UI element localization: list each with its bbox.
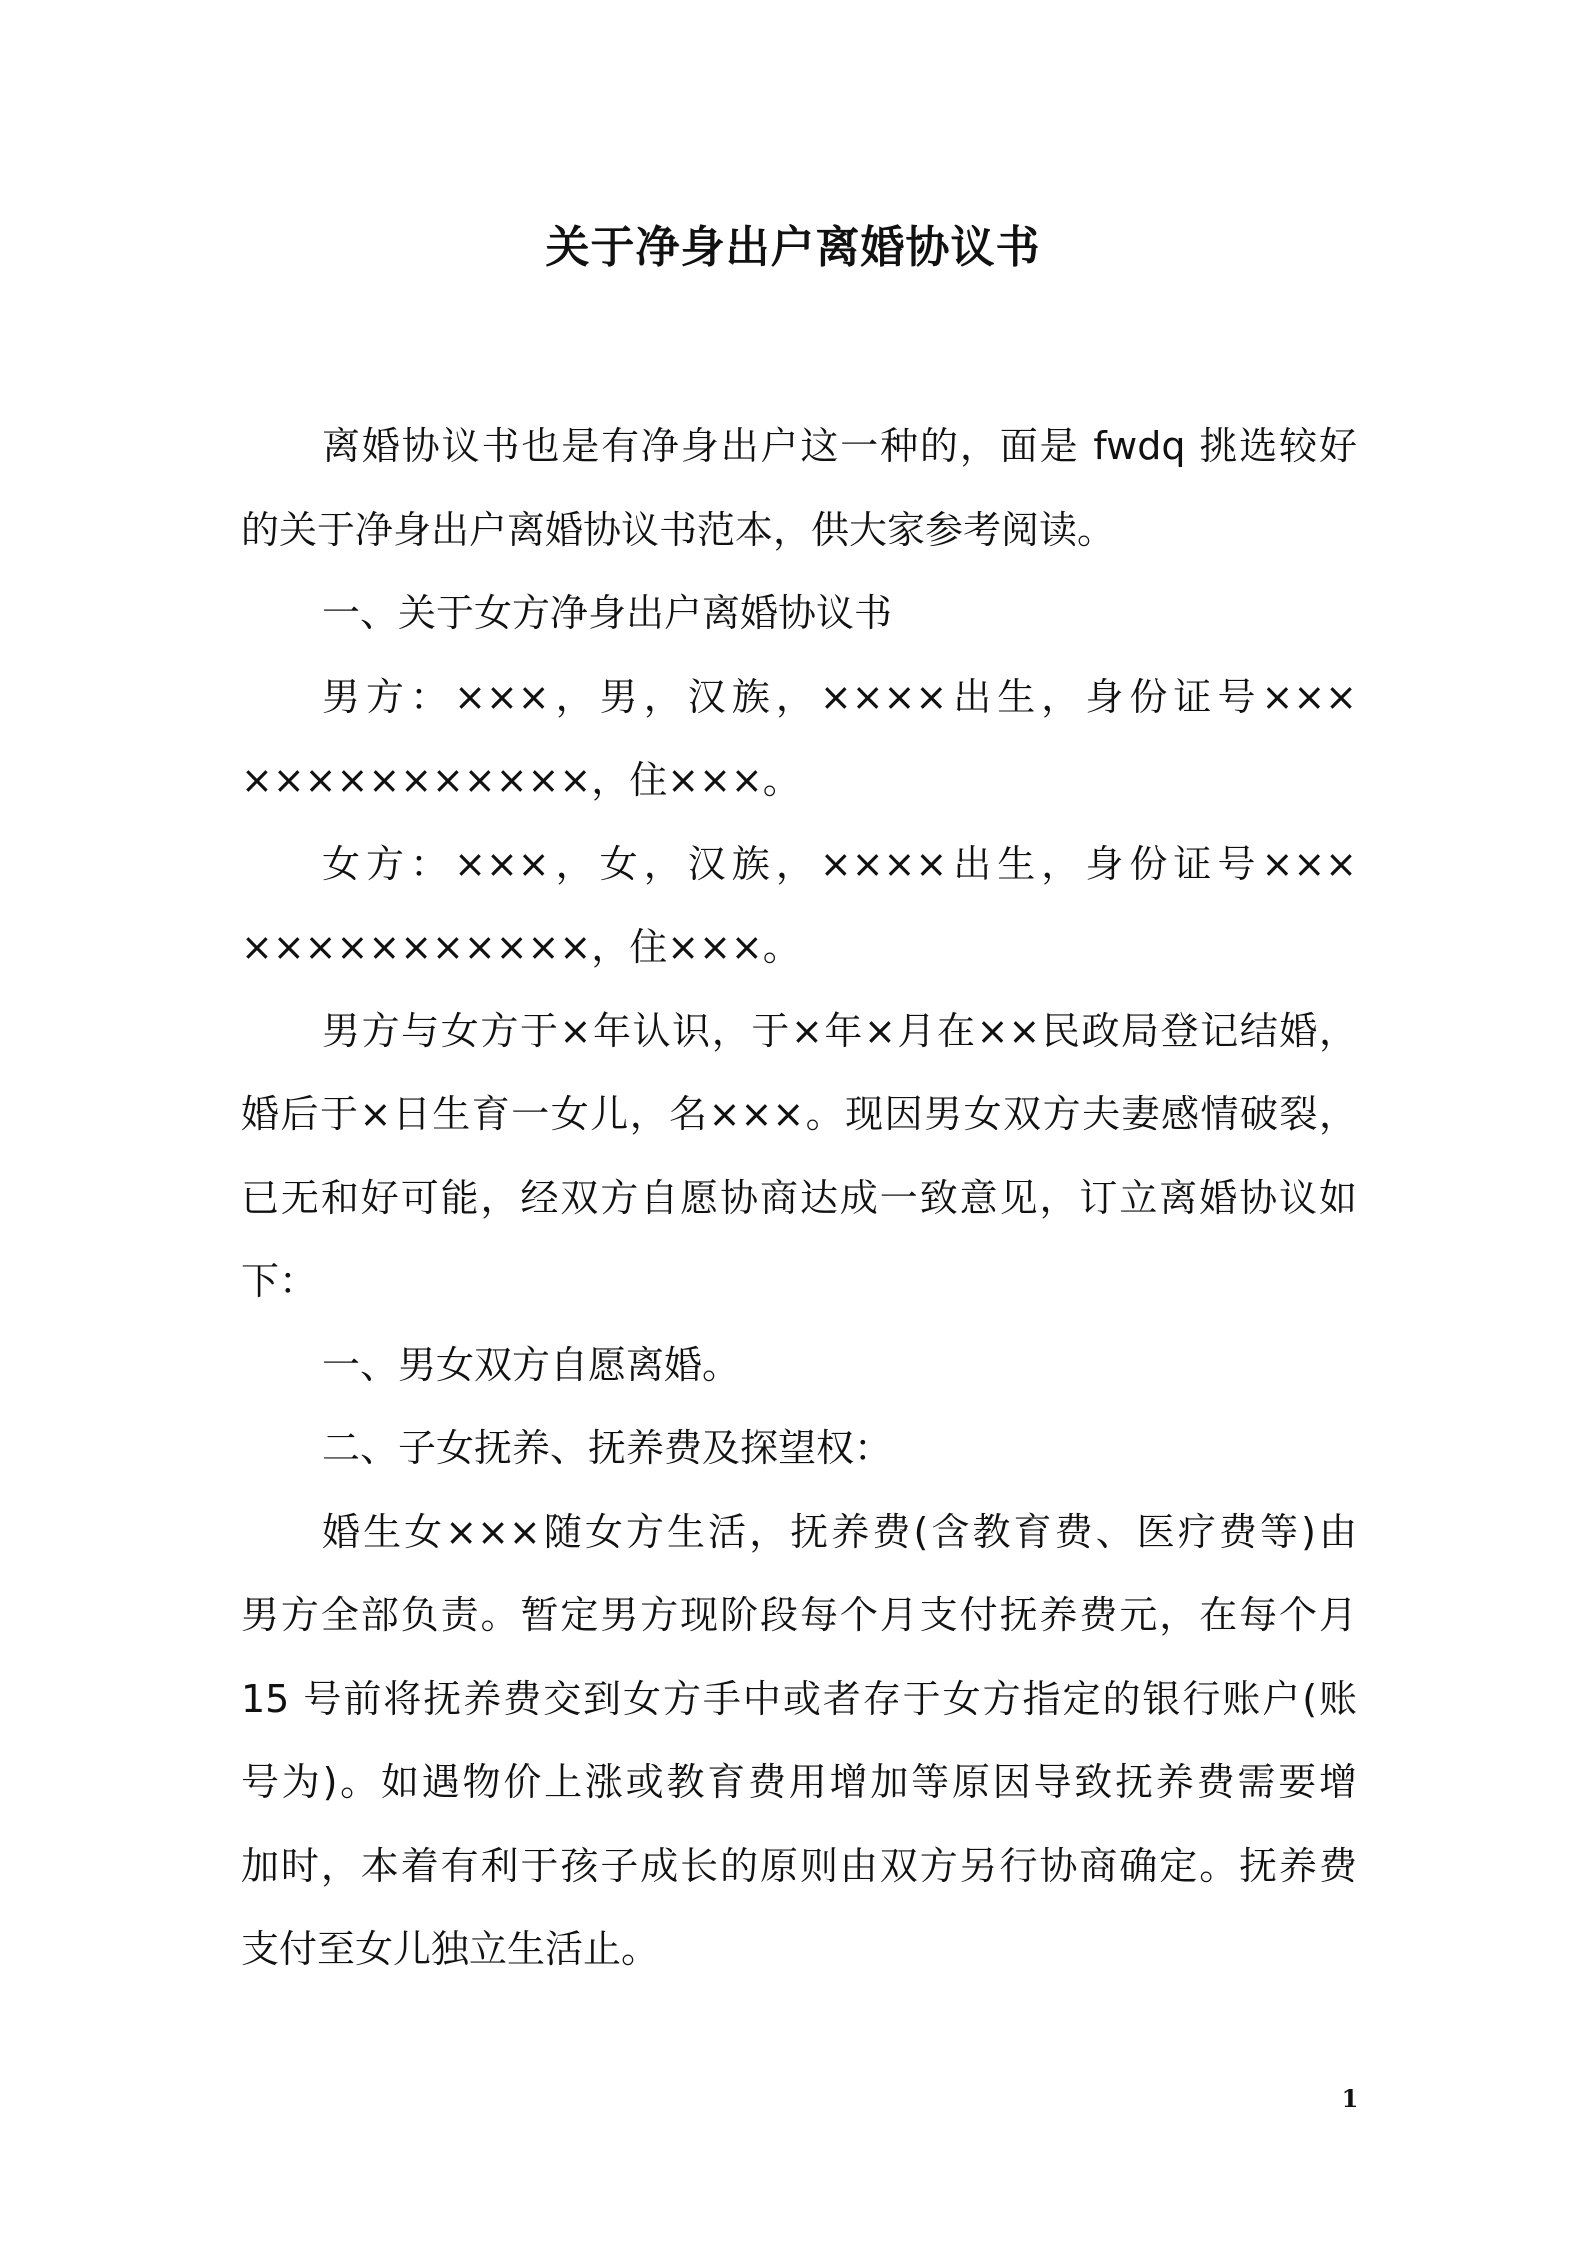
body-line: 一、男女双方自愿离婚。 <box>322 1342 741 1387</box>
body-line: 婚生女×××随女方生活，抚养费(含教育费、医疗费等)由 <box>322 1509 1357 1554</box>
body-line: ×××××××××××，住×××。 <box>241 925 801 969</box>
body-line: 号为)。如遇物价上涨或教育费用增加等原因导致抚养费需要增 <box>241 1760 1357 1804</box>
body-line: 婚后于×日生育一女儿，名×××。现因男女双方夫妻感情破裂， <box>241 1092 1357 1136</box>
body-line: 下： <box>241 1259 318 1303</box>
document-title: 关于净身出户离婚协议书 <box>545 222 1041 273</box>
body-line: 男方与女方于×年认识，于×年×月在××民政局登记结婚， <box>322 1008 1357 1053</box>
body-line: 女方：×××，女，汉族，××××出生，身份证号××× <box>322 841 1357 886</box>
body-line: 已无和好可能，经双方自愿协商达成一致意见，订立离婚协议如 <box>241 1175 1357 1220</box>
body-line: 男方全部负责。暂定男方现阶段每个月支付抚养费元，在每个月 <box>241 1593 1357 1637</box>
body-line: 的关于净身出户离婚协议书范本，供大家参考阅读。 <box>241 507 1116 552</box>
body-line: ×××××××××××，住×××。 <box>241 758 801 802</box>
body-line: 15 号前将抚养费交到女方手中或者存于女方指定的银行账户(账 <box>241 1676 1357 1721</box>
body-line: 支付至女儿独立生活止。 <box>241 1927 660 1971</box>
body-line: 加时，本着有利于孩子成长的原则由双方另行协商确定。抚养费 <box>241 1843 1357 1888</box>
page-number: 1 <box>1341 2084 1359 2113</box>
body-line: 二、子女抚养、抚养费及探望权： <box>322 1426 893 1470</box>
body-line: 离婚协议书也是有净身出户这一种的，面是 fwdq 挑选较好 <box>322 424 1357 468</box>
body-line: 一、关于女方净身出户离婚协议书 <box>322 591 893 635</box>
document-body <box>241 405 1357 1992</box>
body-line: 男方：×××，男，汉族，××××出生，身份证号××× <box>322 674 1357 719</box>
